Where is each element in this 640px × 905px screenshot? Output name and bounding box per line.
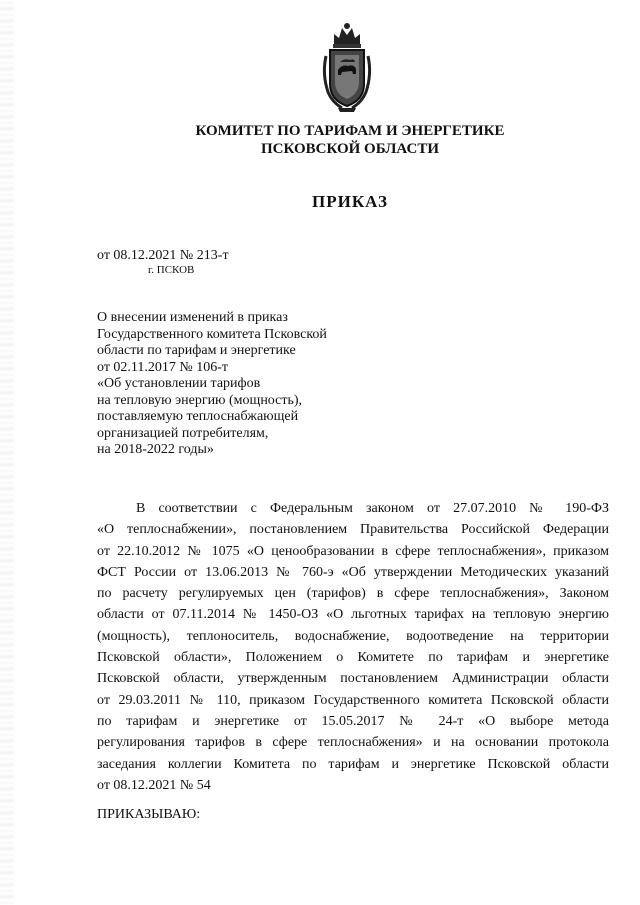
org-name-line1: КОМИТЕТ ПО ТАРИФАМ И ЭНЕРГЕТИКЕ <box>195 123 505 139</box>
subject-line: на 2018-2022 годы» <box>97 442 214 457</box>
body-line: по тарифам и энергетике от 15.05.2017 № 24-т «О выборе метода <box>97 713 609 729</box>
body-line: по расчету регулируемых цен (тарифов) в сфере теплоснабжения», Законом <box>97 586 609 602</box>
issuing-organization <box>150 122 550 158</box>
body-line: области от 07.11.2014 № 1450-ОЗ «О льготных тарифах на тепловую энергию <box>97 607 609 623</box>
subject-line: области по тарифам и энергетике <box>97 343 296 358</box>
order-directive: ПРИКАЗЫВАЮ: <box>97 807 201 822</box>
coat-of-arms-emblem <box>320 22 374 114</box>
preamble-paragraph <box>97 498 609 796</box>
body-line: от 08.12.2021 № 54 <box>97 777 211 793</box>
body-line: от 22.10.2012 № 1075 «О ценообразовании в сфере теплоснабжения», приказом <box>97 543 609 559</box>
scan-edge-artifact <box>0 0 14 905</box>
body-line: (мощность), теплоноситель, водоснабжение, водоотведение на территории <box>97 628 609 644</box>
order-subject <box>97 310 397 459</box>
org-name-line2: ПСКОВСКОЙ ОБЛАСТИ <box>260 141 440 157</box>
body-line: «О теплоснабжении», постановлением Правительства Российской Федерации <box>97 522 609 538</box>
body-line: ФСТ России от 13.06.2013 № 760-э «Об утверждении Методических указаний <box>97 564 609 580</box>
subject-line: поставляемую теплоснабжающей <box>97 409 299 424</box>
body-line: В соответствии с Федеральным законом от 27.07.2010 № 190-ФЗ <box>136 501 609 516</box>
subject-line: от 02.11.2017 № 106-т <box>97 359 229 375</box>
subject-line: на тепловую энергию (мощность), <box>97 392 303 408</box>
subject-line: «Об установлении тарифов <box>97 376 261 391</box>
subject-line: организацией потребителям, <box>97 425 269 441</box>
body-line: регулирования тарифов в сфере теплоснабжения» и на основании протокола <box>97 735 609 751</box>
body-line: Псковской области», Положением о Комитете по тарифам и энергетике <box>97 650 609 666</box>
document-type-title: ПРИКАЗ <box>312 192 388 211</box>
order-date-number: от 08.12.2021 № 213-т <box>97 248 229 263</box>
body-line: от 29.03.2011 № 110, приказом Государственного комитета Псковской области <box>97 692 609 708</box>
subject-line: О внесении изменений в приказ <box>97 310 288 325</box>
subject-line: Государственного комитета Псковской <box>97 326 327 342</box>
body-line: Псковской области, утвержденным постановлением Администрации области <box>97 671 609 687</box>
issue-city: г. ПСКОВ <box>148 264 195 276</box>
body-line: заседания коллегии Комитета по тарифам и энергетике Псковской области <box>97 756 609 772</box>
